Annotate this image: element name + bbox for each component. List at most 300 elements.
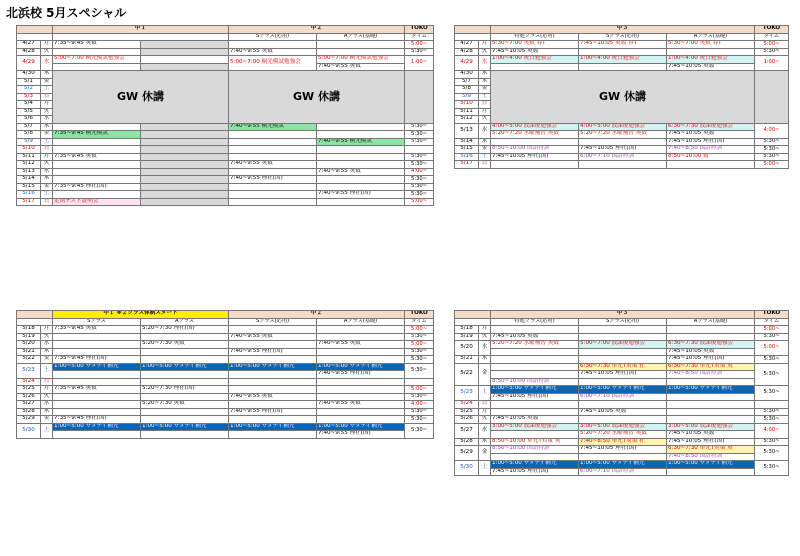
time-cell: 4:00~ — [405, 401, 434, 409]
date-cell: 5/22 — [17, 356, 41, 364]
time-cell: 1:00~ — [755, 56, 789, 71]
grade2-a-session — [317, 198, 405, 206]
s-class-session — [579, 48, 667, 56]
date-cell: 5/22 — [455, 363, 479, 386]
table-row — [17, 48, 434, 56]
grade1-spacer — [141, 138, 229, 146]
grade2-a-session — [317, 348, 405, 356]
table-row — [455, 41, 789, 49]
time-cell: 5:30~ — [405, 161, 434, 169]
s-class-session: 6:00~7:10 国語特訓 — [579, 153, 667, 161]
date-cell: 4/30 — [455, 71, 479, 79]
weekday-cell: 木 — [41, 408, 53, 416]
date-cell: 5/11 — [455, 108, 479, 116]
weekday-cell: 木 — [479, 356, 491, 364]
weekday-cell: 火 — [479, 116, 491, 124]
weekday-cell: 水 — [41, 168, 53, 176]
table-row — [17, 191, 434, 199]
header-a-class: Aクラス(基礎) — [667, 33, 755, 41]
grade1-spacer — [141, 198, 229, 206]
a-class-session — [667, 378, 755, 386]
date-cell: 4/27 — [455, 41, 479, 49]
grade1-s-session: 7:35~9:45 理社(国) — [53, 356, 141, 364]
date-cell: 5/7 — [17, 123, 41, 131]
header-s-class: Sクラス(応用) — [229, 33, 317, 41]
grade2-s-session: 7:40~9:55 理社(国) — [229, 348, 317, 356]
a-class-session: 7:40~8:50 国語特訓 — [667, 453, 755, 461]
subheader-row — [455, 33, 789, 41]
grade1-s-session: 7:35~9:45 英数 — [53, 326, 141, 334]
grade1-a-session — [141, 356, 229, 364]
a-class-session — [667, 333, 755, 341]
table-row — [455, 161, 789, 169]
table-row — [17, 423, 434, 431]
table-row — [455, 416, 789, 424]
date-cell: 5/15 — [455, 146, 479, 154]
weekday-cell: 日 — [479, 161, 491, 169]
header-grade3: 中３ — [491, 311, 755, 319]
table-row — [17, 408, 434, 416]
special-class-session: 7:45~10:05 理社(国) — [491, 153, 579, 161]
time-cell: 5:00~ — [755, 326, 789, 334]
grade2-s-session — [229, 431, 317, 439]
weekday-cell: 月 — [479, 326, 491, 334]
header-blank — [455, 311, 491, 319]
table-row — [455, 461, 789, 469]
table-row — [17, 198, 434, 206]
a-class-session: 5:30~7:00 英数 春T — [667, 41, 755, 49]
weekday-cell: 土 — [41, 86, 53, 94]
grade1-a-session — [141, 348, 229, 356]
weekday-cell: 土 — [41, 191, 53, 199]
time-cell: 5:30~ — [755, 48, 789, 56]
weekday-cell: 火 — [479, 48, 491, 56]
weekday-cell: 日 — [479, 401, 491, 409]
grade2-a-session: 7:40~9:55 英数 — [317, 401, 405, 409]
header-row — [455, 311, 789, 319]
grade2-s-session — [229, 401, 317, 409]
date-cell: 4/28 — [455, 48, 479, 56]
date-cell: 5/28 — [17, 408, 41, 416]
s-class-session — [579, 453, 667, 461]
special-class-session — [491, 356, 579, 364]
grade1-spacer — [141, 56, 229, 64]
time-cell: 5:30~ — [405, 363, 434, 378]
grade1-s-session — [53, 431, 141, 439]
date-cell: 5/8 — [455, 86, 479, 94]
a-class-session: 6:30~7:30 単元T対策 英 — [667, 363, 755, 371]
header-s-class-applied: Sクラス(応用) — [229, 318, 317, 326]
header-blank — [53, 33, 229, 41]
time-cell: 5:00~ — [755, 341, 789, 356]
header-a-class: Aクラス — [141, 318, 229, 326]
grade1-spacer — [141, 146, 229, 154]
grade2-s-session — [229, 386, 317, 394]
time-cell: 5:30~ — [405, 131, 434, 139]
special-class-session — [491, 431, 579, 439]
grade2-a-session: 7:40~9:55 理社(国) — [317, 431, 405, 439]
header-blank — [17, 311, 53, 319]
s-class-session: 7:45~10:05 理社(国) — [579, 146, 667, 154]
date-cell: 5/18 — [455, 326, 479, 334]
table-row — [17, 333, 434, 341]
weekday-cell: 水 — [479, 56, 491, 71]
time-cell: 5:30~ — [405, 48, 434, 56]
a-class-session: 7:40~8:50 国語特訓 — [667, 146, 755, 154]
grade2-a-session — [317, 393, 405, 401]
grade2-a-session — [317, 386, 405, 394]
a-class-session — [667, 401, 755, 409]
gw-closed-grade2: GW 休講 — [229, 71, 405, 124]
header-toko: TOKO — [755, 26, 789, 34]
grade1-a-session: 5:20~7:30 英数 — [141, 401, 229, 409]
weekday-cell: 火 — [41, 333, 53, 341]
grade2-s-session — [229, 198, 317, 206]
table-row — [17, 131, 434, 139]
time-cell: 5:30~ — [405, 153, 434, 161]
s-class-session — [579, 333, 667, 341]
weekday-cell: 水 — [41, 116, 53, 124]
table-row — [455, 326, 789, 334]
a-class-session: 1:00~5:00 サタデイ桐光 — [667, 386, 755, 394]
time-cell: 5:00~ — [405, 198, 434, 206]
header-s-class: Sクラス — [53, 318, 141, 326]
time-cell: 5:30~ — [405, 393, 434, 401]
grade1-a-session — [141, 378, 229, 386]
grade1-spacer — [141, 191, 229, 199]
header-time: タイム — [405, 318, 434, 326]
table-row — [17, 416, 434, 424]
weekday-cell: 金 — [479, 146, 491, 154]
time-cell: 5:30~ — [755, 408, 789, 416]
grade1-session — [53, 168, 141, 176]
date-cell: 5/27 — [455, 423, 479, 438]
weekday-cell: 火 — [479, 333, 491, 341]
weekday-cell: 木 — [479, 71, 491, 79]
grade2-a-session: 7:40~9:55 英数 — [317, 168, 405, 176]
date-cell: 5/30 — [17, 423, 41, 438]
weekday-cell: 火 — [41, 161, 53, 169]
table-row — [455, 468, 789, 476]
time-cell: 5:30~ — [755, 461, 789, 476]
header-time: タイム — [755, 318, 789, 326]
time-cell: 5:30~ — [755, 386, 789, 401]
right-bottom-schedule — [454, 310, 789, 476]
grade1-a-session — [141, 408, 229, 416]
special-class-session: 1:00~4:00 祝日勉強会 — [491, 56, 579, 64]
date-cell: 5/23 — [17, 363, 41, 378]
date-cell: 5/23 — [455, 386, 479, 401]
time-cell: 5:30~ — [405, 176, 434, 184]
special-class-session — [491, 371, 579, 379]
a-class-session — [667, 416, 755, 424]
grade2-s-session — [229, 183, 317, 191]
weekday-cell: 金 — [479, 86, 491, 94]
table-row — [17, 401, 434, 409]
weekday-cell: 金 — [41, 356, 53, 364]
a-class-session — [667, 48, 755, 56]
table-row — [455, 356, 789, 364]
header-a-class-basic: Aクラス(基礎) — [317, 318, 405, 326]
weekday-cell: 木 — [41, 71, 53, 79]
time-cell: 5:30~ — [405, 183, 434, 191]
s-class-session — [579, 416, 667, 424]
grade1-session — [53, 146, 141, 154]
grade2-s-session — [229, 371, 317, 379]
date-cell: 5/6 — [17, 116, 41, 124]
header-blank — [455, 318, 491, 326]
a-class-session: 1:00~4:00 祝日勉強会 — [667, 56, 755, 64]
weekday-cell: 水 — [41, 401, 53, 409]
grade2-s-session — [229, 341, 317, 349]
weekday-cell: 土 — [479, 386, 491, 401]
a-class-session: 7:45~10:05 理社(国) — [667, 138, 755, 146]
table-row — [17, 146, 434, 154]
grade2-s-session: 7:40~9:55 英数 — [229, 161, 317, 169]
table-row — [17, 123, 434, 131]
table-row — [17, 363, 434, 371]
left-bottom-schedule — [16, 310, 434, 439]
time-cell — [405, 378, 434, 386]
weekday-cell: 月 — [479, 41, 491, 49]
grade1-spacer — [141, 48, 229, 56]
table-row — [455, 393, 789, 401]
table-row — [455, 446, 789, 454]
date-cell: 5/12 — [17, 161, 41, 169]
grade2-s-session: 7:40~9:55 英数 — [229, 333, 317, 341]
weekday-cell: 水 — [479, 123, 491, 138]
weekday-cell: 月 — [479, 108, 491, 116]
special-class-session: 5:30~7:00 英数 春T — [491, 41, 579, 49]
s-class-session: 4:00~5:00 放課後勉強会 — [579, 123, 667, 131]
table-row — [455, 56, 789, 64]
time-cell: 4:00~ — [755, 123, 789, 138]
table-row — [455, 386, 789, 394]
special-class-session: 3:00~5:00 放課後勉強会 — [491, 423, 579, 431]
header-a-class: Aクラス(基礎) — [317, 33, 405, 41]
time-cell: 4:00~ — [405, 168, 434, 176]
grade2-a-session — [317, 356, 405, 364]
table-row — [455, 423, 789, 431]
date-cell: 5/5 — [17, 108, 41, 116]
s-class-session: 6:00~7:10 国語特訓 — [579, 393, 667, 401]
header-blank — [455, 33, 491, 41]
subheader-row — [17, 318, 434, 326]
weekday-cell: 土 — [479, 93, 491, 101]
date-cell: 5/17 — [17, 198, 41, 206]
table-row — [17, 153, 434, 161]
special-class-session — [491, 401, 579, 409]
date-cell: 5/16 — [17, 191, 41, 199]
weekday-cell: 金 — [41, 416, 53, 424]
grade2-a-session — [317, 41, 405, 49]
table-row — [17, 371, 434, 379]
grade1-session: 7:35~9:45 桐光模試 — [53, 131, 141, 139]
date-cell: 5/8 — [17, 131, 41, 139]
special-class-session: 1:00~5:00 サタデイ桐光 — [491, 461, 579, 469]
grade2-s-session: 7:40~9:55 理社(国) — [229, 408, 317, 416]
special-class-session: 7:45~10:05 理社(国) — [491, 393, 579, 401]
time-cell: 1:00~ — [405, 56, 434, 71]
grade2-a-session — [317, 416, 405, 424]
table-row — [455, 138, 789, 146]
date-cell: 5/4 — [17, 101, 41, 109]
table-row — [455, 371, 789, 379]
grade1-s-session — [53, 371, 141, 379]
a-class-session: 7:40~8:50 国語特訓 — [667, 371, 755, 379]
table-row — [17, 341, 434, 349]
date-cell: 5/24 — [455, 401, 479, 409]
grade1-s-session: 1:00~5:00 サタデイ桐光 — [53, 363, 141, 371]
grade1-session — [53, 48, 141, 56]
weekday-cell: 火 — [41, 393, 53, 401]
date-cell: 5/2 — [17, 86, 41, 94]
weekday-cell: 日 — [41, 198, 53, 206]
date-cell: 5/15 — [17, 183, 41, 191]
weekday-cell: 金 — [479, 446, 491, 461]
table-row — [17, 348, 434, 356]
grade2-s-session: 1:00~5:00 サタデイ桐光 — [229, 363, 317, 371]
special-class-session: 5:20~7:20 水曜補習 英数 — [491, 131, 579, 139]
weekday-cell: 木 — [41, 176, 53, 184]
s-class-session: 1:00~5:00 サタデイ桐光 — [579, 461, 667, 469]
date-cell: 5/25 — [455, 408, 479, 416]
time-cell: 5:30~ — [755, 416, 789, 424]
grade2-s-session: 7:40~9:55 英数 — [229, 48, 317, 56]
time-cell: 5:00~ — [405, 326, 434, 334]
time-cell: 5:30~ — [405, 191, 434, 199]
date-cell: 5/7 — [455, 78, 479, 86]
header-special-class: 特進クラス(応用) — [491, 33, 579, 41]
weekday-cell: 日 — [41, 93, 53, 101]
date-cell: 5/9 — [17, 138, 41, 146]
table-row — [455, 123, 789, 131]
header-toko: TOKO — [755, 311, 789, 319]
grade2-s-session: 5:00~7:00 桐光模試勉強会 — [229, 56, 317, 71]
time-cell: 5:00~ — [755, 161, 789, 169]
special-class-session — [491, 138, 579, 146]
s-class-session: 3:00~5:00 放課後勉強会 — [579, 423, 667, 431]
weekday-cell: 月 — [41, 41, 53, 49]
time-cell: 5:30~ — [405, 123, 434, 131]
grade1-spacer — [141, 123, 229, 131]
special-class-session — [491, 348, 579, 356]
a-class-session — [667, 468, 755, 476]
grade1-s-session — [53, 333, 141, 341]
s-class-session — [579, 138, 667, 146]
header-toko: TOKO — [405, 311, 434, 319]
grade2-a-session — [317, 378, 405, 386]
grade1-session — [53, 191, 141, 199]
weekday-cell: 土 — [41, 363, 53, 378]
s-class-session: 6:30~7:30 単元T対策 社 — [579, 363, 667, 371]
table-row — [455, 48, 789, 56]
time-cell — [405, 146, 434, 154]
grade1-a-session — [141, 431, 229, 439]
weekday-cell: 木 — [41, 123, 53, 131]
special-class-session — [491, 161, 579, 169]
grade1-session: 7:35~9:45 英数 — [53, 41, 141, 49]
grade2-a-session — [317, 131, 405, 139]
gw-closed-grade1: GW 休講 — [53, 71, 229, 124]
grade2-s-session — [229, 138, 317, 146]
grade2-s-session — [229, 41, 317, 49]
s-class-session — [579, 63, 667, 71]
special-class-session: 5:20~7:20 水曜補習 英数 — [491, 341, 579, 349]
weekday-cell: 水 — [479, 341, 491, 356]
date-cell: 5/19 — [455, 333, 479, 341]
time-cell: 5:30~ — [405, 408, 434, 416]
date-cell: 5/1 — [17, 78, 41, 86]
date-cell: 5/14 — [17, 176, 41, 184]
table-row — [17, 378, 434, 386]
special-class-session — [491, 63, 579, 71]
a-class-session: 7:45~10:05 英数 — [667, 131, 755, 139]
date-cell: 5/13 — [455, 123, 479, 138]
time-cell — [755, 401, 789, 409]
grade2-a-session — [317, 176, 405, 184]
time-cell: 5:30~ — [755, 356, 789, 364]
grade2-a-session — [317, 153, 405, 161]
grade1-s-session: 7:35~9:45 理社(国) — [53, 416, 141, 424]
weekday-cell: 木 — [41, 348, 53, 356]
table-row — [17, 356, 434, 364]
time-cell: 5:00~ — [405, 341, 434, 349]
special-class-session: 1:00~5:00 サタデイ桐光 — [491, 386, 579, 394]
special-class-session: 7:45~10:05 英数 — [491, 333, 579, 341]
s-class-session: 7:45~10:05 英数 春T — [579, 41, 667, 49]
grade1-spacer — [141, 168, 229, 176]
grade1-a-session: 1:00~5:00 サタデイ桐光 — [141, 363, 229, 371]
table-row — [455, 431, 789, 439]
date-cell: 5/28 — [455, 438, 479, 446]
s-class-session: 5:20~7:20 水曜補習 英数 — [579, 131, 667, 139]
date-cell: 5/17 — [455, 161, 479, 169]
table-row — [455, 378, 789, 386]
date-cell: 5/10 — [455, 101, 479, 109]
s-class-session — [579, 161, 667, 169]
weekday-cell: 月 — [41, 153, 53, 161]
gw-closed-time — [405, 71, 434, 124]
time-cell: 5:30~ — [755, 446, 789, 461]
weekday-cell: 月 — [41, 386, 53, 394]
date-cell: 5/24 — [17, 378, 41, 386]
weekday-cell: 金 — [41, 183, 53, 191]
grade1-a-session — [141, 371, 229, 379]
date-cell: 5/20 — [17, 341, 41, 349]
table-row — [17, 386, 434, 394]
s-class-session: 7:45~10:05 英数 — [579, 408, 667, 416]
s-class-session — [579, 348, 667, 356]
special-class-session — [491, 453, 579, 461]
header-blank — [17, 33, 53, 41]
header-grade1-note: 中１ ※２クラス体制スタート — [53, 311, 229, 319]
table-row — [17, 161, 434, 169]
grade2-a-session — [317, 123, 405, 131]
table-row — [455, 348, 789, 356]
weekday-cell: 月 — [41, 326, 53, 334]
date-cell: 5/27 — [17, 401, 41, 409]
header-grade2: 中２ — [229, 311, 405, 319]
grade1-spacer — [141, 63, 229, 71]
grade2-a-session — [317, 326, 405, 334]
s-class-session: 5:00~7:00 放課後勉強会 — [579, 341, 667, 349]
grade2-a-session: 7:40~9:55 理社(国) — [317, 191, 405, 199]
special-class-session: 7:45~10:05 英数 — [491, 48, 579, 56]
date-cell: 5/14 — [455, 138, 479, 146]
grade2-s-session — [229, 326, 317, 334]
a-class-session: 1:00~5:00 サタデイ桐光 — [667, 461, 755, 469]
